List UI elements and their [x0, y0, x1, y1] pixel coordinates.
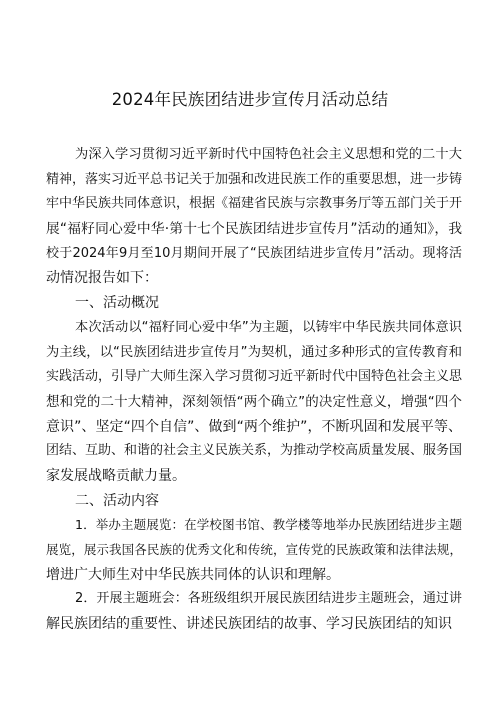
paragraph-line: 2．开展主题班会：各班级组织开展民族团结进步主题班会，通过讲: [75, 591, 462, 607]
paragraph-line: 精神，落实习近平总书记关于加强和改进民族工作的重要思想，进一步铸: [46, 171, 463, 187]
paragraph-line: 展览，展示我国各民族的优秀文化和传统，宣传党的民族政策和法律法规，: [46, 542, 462, 557]
paragraph-line: 为主线，以“民族团结进步宣传月”为契机，通过多种形式的宣传教育和: [46, 344, 462, 360]
paragraph-line: 展“福籽同心爱中华·第十七个民族团结进步宣传月”活动的通知》，我: [46, 221, 462, 238]
paragraph-line: 意识”、坚定“四个自信”、做到“两个维护”，不断巩固和发展平等、: [46, 418, 462, 435]
paragraph-line: 一、活动概况: [75, 295, 159, 312]
paragraph-line: 团结、互助、和谐的社会主义民族关系，为推动学校高质量发展、服务国: [46, 443, 463, 459]
paragraph-line: 动情况报告如下：: [46, 270, 158, 287]
paragraph-line: 解民族团结的重要性、讲述民族团结的故事、学习民族团结的知识: [46, 616, 452, 633]
paragraph-line: 1．举办主题展览：在学校图书馆、教学楼等地举办民族团结进步主题: [75, 517, 462, 533]
document-body: [46, 143, 462, 637]
paragraph-line: 二、活动内容: [75, 492, 159, 509]
paragraph-line: 增进广大师生对中华民族共同体的认识和理解。: [46, 566, 340, 583]
paragraph-line: 家发展战略贡献力量。: [46, 467, 186, 484]
paragraph-line: 想和党的二十大精神，深刻领悟“两个确立”的决定性意义，增强“四个: [46, 393, 462, 410]
paragraph-line: 牢中华民族共同体意识，根据《福建省民族与宗教事务厅等五部门关于开: [46, 196, 463, 212]
document-title: 2024年民族团结进步宣传月活动总结: [111, 90, 389, 109]
paragraph-line: 校于2024年9月至10月期间开展了“民族团结进步宣传月”活动。现将活: [46, 245, 462, 261]
paragraph-line: 实践活动，引导广大师生深入学习贯彻习近平新时代中国特色社会主义思: [46, 369, 463, 385]
paragraph-line: 为深入学习贯彻习近平新时代中国特色社会主义思想和党的二十大: [75, 147, 462, 162]
paragraph-line: 本次活动以“福籽同心爱中华”为主题，以铸牢中华民族共同体意识: [75, 319, 462, 335]
